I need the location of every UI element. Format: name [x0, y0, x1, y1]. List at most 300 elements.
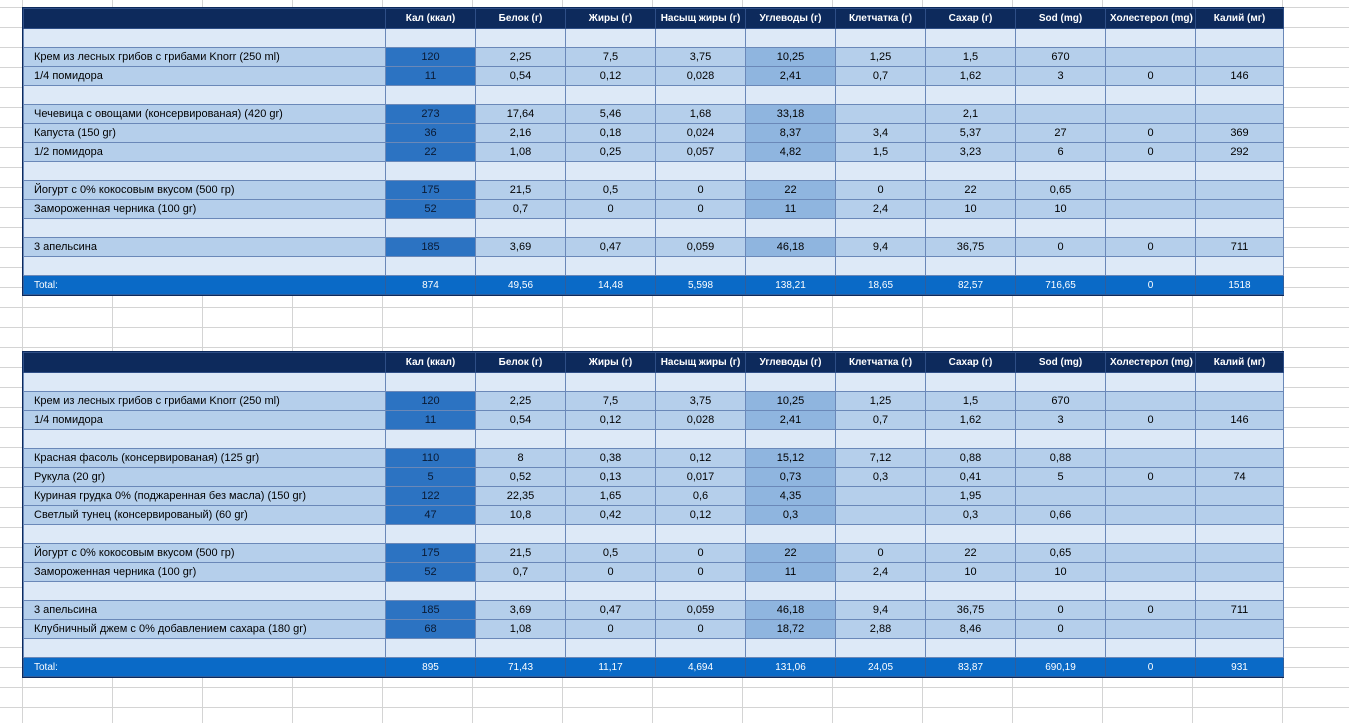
cell-kcal[interactable] [386, 525, 476, 544]
cell-name[interactable]: Йогурт с 0% кокосовым вкусом (500 гр) [24, 181, 386, 200]
cell-sugar[interactable] [926, 430, 1016, 449]
cell-fiber[interactable]: 9,4 [836, 601, 926, 620]
cell-name[interactable]: 1/4 помидора [24, 411, 386, 430]
cell-carb[interactable]: 8,37 [746, 124, 836, 143]
cell-potassium[interactable] [1196, 544, 1284, 563]
header-cell-potassium[interactable]: Калий (мг) [1196, 9, 1284, 29]
cell-name[interactable]: 1/4 помидора [24, 67, 386, 86]
cell-carb[interactable] [746, 525, 836, 544]
cell-carb[interactable]: 2,41 [746, 411, 836, 430]
cell-protein[interactable]: 10,8 [476, 506, 566, 525]
cell-name[interactable] [24, 86, 386, 105]
cell-protein[interactable] [476, 29, 566, 48]
cell-protein[interactable]: 21,5 [476, 544, 566, 563]
cell-name[interactable]: Чечевица с овощами (консервированая) (420 gr) [24, 105, 386, 124]
cell-sodium[interactable]: 27 [1016, 124, 1106, 143]
cell-potassium[interactable] [1196, 29, 1284, 48]
cell-kcal[interactable]: 120 [386, 48, 476, 67]
cell-fat[interactable]: 0,18 [566, 124, 656, 143]
cell-fat[interactable]: 7,5 [566, 48, 656, 67]
cell-carb[interactable]: 22 [746, 544, 836, 563]
cell-kcal[interactable]: 11 [386, 67, 476, 86]
header-cell-satfat[interactable]: Насыщ жиры (г) [656, 353, 746, 373]
cell-chol[interactable]: 0 [1106, 276, 1196, 295]
cell-fiber[interactable]: 0 [836, 181, 926, 200]
cell-name[interactable] [24, 29, 386, 48]
cell-name[interactable]: Total: [24, 658, 386, 677]
header-cell-kcal[interactable]: Кал (ккал) [386, 353, 476, 373]
cell-carb[interactable]: 10,25 [746, 392, 836, 411]
cell-sugar[interactable]: 1,62 [926, 411, 1016, 430]
cell-fat[interactable]: 0,38 [566, 449, 656, 468]
header-cell-protein[interactable]: Белок (г) [476, 9, 566, 29]
cell-protein[interactable]: 3,69 [476, 238, 566, 257]
cell-satfat[interactable] [656, 525, 746, 544]
cell-sugar[interactable]: 82,57 [926, 276, 1016, 295]
cell-potassium[interactable] [1196, 487, 1284, 506]
cell-name[interactable] [24, 430, 386, 449]
cell-fiber[interactable] [836, 29, 926, 48]
cell-sugar[interactable] [926, 162, 1016, 181]
cell-kcal[interactable]: 22 [386, 143, 476, 162]
cell-potassium[interactable]: 369 [1196, 124, 1284, 143]
cell-chol[interactable] [1106, 506, 1196, 525]
cell-kcal[interactable] [386, 373, 476, 392]
cell-fat[interactable] [566, 86, 656, 105]
cell-sodium[interactable]: 716,65 [1016, 276, 1106, 295]
cell-fiber[interactable] [836, 257, 926, 276]
cell-name[interactable]: Светлый тунец (консервированый) (60 gr) [24, 506, 386, 525]
cell-kcal[interactable]: 895 [386, 658, 476, 677]
cell-sodium[interactable]: 0,66 [1016, 506, 1106, 525]
cell-sugar[interactable] [926, 525, 1016, 544]
cell-potassium[interactable] [1196, 430, 1284, 449]
cell-name[interactable]: Замороженная черника (100 gr) [24, 563, 386, 582]
header-cell-fiber[interactable]: Клетчатка (г) [836, 9, 926, 29]
cell-fat[interactable] [566, 29, 656, 48]
cell-satfat[interactable]: 4,694 [656, 658, 746, 677]
cell-satfat[interactable] [656, 582, 746, 601]
cell-satfat[interactable]: 0 [656, 620, 746, 639]
cell-kcal[interactable]: 273 [386, 105, 476, 124]
cell-sugar[interactable]: 83,87 [926, 658, 1016, 677]
cell-fat[interactable]: 0,13 [566, 468, 656, 487]
cell-fiber[interactable]: 2,4 [836, 563, 926, 582]
cell-sodium[interactable] [1016, 219, 1106, 238]
cell-protein[interactable] [476, 257, 566, 276]
cell-potassium[interactable]: 146 [1196, 67, 1284, 86]
cell-sugar[interactable]: 1,5 [926, 392, 1016, 411]
cell-carb[interactable]: 2,41 [746, 67, 836, 86]
cell-protein[interactable]: 22,35 [476, 487, 566, 506]
cell-fat[interactable]: 7,5 [566, 392, 656, 411]
cell-name[interactable]: Красная фасоль (консервированая) (125 gr) [24, 449, 386, 468]
cell-fat[interactable]: 11,17 [566, 658, 656, 677]
cell-protein[interactable]: 8 [476, 449, 566, 468]
header-cell-protein[interactable]: Белок (г) [476, 353, 566, 373]
cell-fat[interactable]: 0,47 [566, 238, 656, 257]
cell-sugar[interactable]: 10 [926, 563, 1016, 582]
cell-protein[interactable]: 2,25 [476, 48, 566, 67]
cell-kcal[interactable]: 36 [386, 124, 476, 143]
cell-protein[interactable]: 49,56 [476, 276, 566, 295]
cell-potassium[interactable] [1196, 449, 1284, 468]
cell-fiber[interactable]: 9,4 [836, 238, 926, 257]
cell-potassium[interactable] [1196, 162, 1284, 181]
cell-potassium[interactable] [1196, 219, 1284, 238]
cell-chol[interactable] [1106, 430, 1196, 449]
cell-satfat[interactable] [656, 257, 746, 276]
cell-chol[interactable]: 0 [1106, 411, 1196, 430]
cell-kcal[interactable]: 874 [386, 276, 476, 295]
cell-satfat[interactable]: 0,059 [656, 601, 746, 620]
cell-kcal[interactable]: 11 [386, 411, 476, 430]
cell-name[interactable] [24, 639, 386, 658]
cell-sodium[interactable]: 6 [1016, 143, 1106, 162]
cell-kcal[interactable]: 175 [386, 544, 476, 563]
cell-name[interactable]: Йогурт с 0% кокосовым вкусом (500 гр) [24, 544, 386, 563]
cell-sodium[interactable]: 3 [1016, 411, 1106, 430]
cell-chol[interactable] [1106, 392, 1196, 411]
cell-fat[interactable]: 0 [566, 563, 656, 582]
cell-fiber[interactable]: 3,4 [836, 124, 926, 143]
cell-satfat[interactable]: 3,75 [656, 48, 746, 67]
cell-name[interactable]: Капуста (150 gr) [24, 124, 386, 143]
cell-carb[interactable]: 138,21 [746, 276, 836, 295]
cell-chol[interactable] [1106, 105, 1196, 124]
cell-sugar[interactable] [926, 582, 1016, 601]
header-cell-sodium[interactable]: Sod (mg) [1016, 353, 1106, 373]
cell-fiber[interactable] [836, 525, 926, 544]
cell-chol[interactable] [1106, 257, 1196, 276]
cell-protein[interactable]: 0,7 [476, 563, 566, 582]
header-cell-name[interactable] [24, 9, 386, 29]
cell-satfat[interactable]: 0,017 [656, 468, 746, 487]
cell-kcal[interactable] [386, 29, 476, 48]
cell-sugar[interactable] [926, 639, 1016, 658]
cell-satfat[interactable]: 0 [656, 544, 746, 563]
cell-chol[interactable] [1106, 544, 1196, 563]
cell-chol[interactable]: 0 [1106, 601, 1196, 620]
cell-kcal[interactable]: 110 [386, 449, 476, 468]
cell-chol[interactable]: 0 [1106, 238, 1196, 257]
cell-sugar[interactable] [926, 86, 1016, 105]
cell-carb[interactable] [746, 86, 836, 105]
cell-sugar[interactable]: 5,37 [926, 124, 1016, 143]
cell-sugar[interactable]: 0,3 [926, 506, 1016, 525]
cell-carb[interactable]: 0,3 [746, 506, 836, 525]
cell-potassium[interactable] [1196, 48, 1284, 67]
cell-sugar[interactable] [926, 257, 1016, 276]
header-cell-fat[interactable]: Жиры (г) [566, 353, 656, 373]
cell-chol[interactable]: 0 [1106, 143, 1196, 162]
cell-sugar[interactable] [926, 373, 1016, 392]
cell-satfat[interactable]: 0,057 [656, 143, 746, 162]
cell-protein[interactable]: 1,08 [476, 143, 566, 162]
header-cell-carb[interactable]: Углеводы (г) [746, 353, 836, 373]
cell-sugar[interactable]: 3,23 [926, 143, 1016, 162]
header-cell-fat[interactable]: Жиры (г) [566, 9, 656, 29]
cell-chol[interactable] [1106, 620, 1196, 639]
cell-kcal[interactable]: 185 [386, 238, 476, 257]
cell-protein[interactable] [476, 430, 566, 449]
cell-protein[interactable] [476, 639, 566, 658]
cell-protein[interactable]: 2,25 [476, 392, 566, 411]
cell-sodium[interactable] [1016, 105, 1106, 124]
cell-fat[interactable] [566, 582, 656, 601]
cell-carb[interactable] [746, 29, 836, 48]
cell-fat[interactable] [566, 430, 656, 449]
cell-fiber[interactable] [836, 506, 926, 525]
cell-kcal[interactable]: 5 [386, 468, 476, 487]
cell-chol[interactable] [1106, 219, 1196, 238]
cell-name[interactable]: Клубничный джем с 0% добавлением сахара (180 gr) [24, 620, 386, 639]
cell-sodium[interactable]: 0 [1016, 620, 1106, 639]
cell-fiber[interactable] [836, 373, 926, 392]
cell-sodium[interactable] [1016, 29, 1106, 48]
cell-sodium[interactable] [1016, 257, 1106, 276]
cell-protein[interactable] [476, 373, 566, 392]
cell-kcal[interactable] [386, 162, 476, 181]
cell-fat[interactable]: 0,5 [566, 181, 656, 200]
cell-carb[interactable]: 4,82 [746, 143, 836, 162]
cell-sodium[interactable] [1016, 86, 1106, 105]
cell-carb[interactable]: 0,73 [746, 468, 836, 487]
cell-fiber[interactable] [836, 219, 926, 238]
cell-carb[interactable]: 18,72 [746, 620, 836, 639]
cell-carb[interactable] [746, 219, 836, 238]
cell-sugar[interactable]: 36,75 [926, 238, 1016, 257]
cell-satfat[interactable]: 0 [656, 181, 746, 200]
cell-fat[interactable] [566, 373, 656, 392]
header-cell-sugar[interactable]: Сахар (г) [926, 353, 1016, 373]
cell-fiber[interactable]: 1,25 [836, 48, 926, 67]
header-cell-potassium[interactable]: Калий (мг) [1196, 353, 1284, 373]
cell-sodium[interactable]: 690,19 [1016, 658, 1106, 677]
cell-satfat[interactable]: 0,12 [656, 449, 746, 468]
cell-kcal[interactable] [386, 257, 476, 276]
cell-carb[interactable] [746, 582, 836, 601]
cell-kcal[interactable]: 47 [386, 506, 476, 525]
cell-kcal[interactable]: 52 [386, 563, 476, 582]
cell-chol[interactable] [1106, 449, 1196, 468]
cell-satfat[interactable]: 1,68 [656, 105, 746, 124]
cell-carb[interactable]: 22 [746, 181, 836, 200]
cell-potassium[interactable] [1196, 392, 1284, 411]
cell-potassium[interactable] [1196, 373, 1284, 392]
cell-sugar[interactable]: 1,5 [926, 48, 1016, 67]
cell-fiber[interactable] [836, 162, 926, 181]
cell-potassium[interactable] [1196, 257, 1284, 276]
cell-potassium[interactable] [1196, 181, 1284, 200]
cell-sodium[interactable]: 0 [1016, 601, 1106, 620]
cell-name[interactable]: Куриная грудка 0% (поджаренная без масла) (150 gr) [24, 487, 386, 506]
cell-potassium[interactable]: 931 [1196, 658, 1284, 677]
cell-sodium[interactable]: 0,65 [1016, 181, 1106, 200]
cell-potassium[interactable] [1196, 506, 1284, 525]
cell-potassium[interactable] [1196, 525, 1284, 544]
cell-protein[interactable]: 17,64 [476, 105, 566, 124]
cell-carb[interactable] [746, 257, 836, 276]
cell-fat[interactable] [566, 525, 656, 544]
cell-name[interactable]: Замороженная черника (100 gr) [24, 200, 386, 219]
cell-sodium[interactable]: 0,88 [1016, 449, 1106, 468]
cell-fiber[interactable] [836, 582, 926, 601]
cell-potassium[interactable]: 711 [1196, 238, 1284, 257]
cell-fiber[interactable]: 0,3 [836, 468, 926, 487]
cell-sugar[interactable]: 22 [926, 544, 1016, 563]
cell-fat[interactable]: 5,46 [566, 105, 656, 124]
cell-potassium[interactable] [1196, 86, 1284, 105]
cell-potassium[interactable]: 1518 [1196, 276, 1284, 295]
cell-potassium[interactable]: 146 [1196, 411, 1284, 430]
cell-potassium[interactable] [1196, 105, 1284, 124]
cell-potassium[interactable]: 74 [1196, 468, 1284, 487]
cell-satfat[interactable] [656, 86, 746, 105]
cell-chol[interactable] [1106, 200, 1196, 219]
cell-carb[interactable]: 15,12 [746, 449, 836, 468]
cell-protein[interactable]: 0,7 [476, 200, 566, 219]
cell-potassium[interactable] [1196, 582, 1284, 601]
cell-sodium[interactable] [1016, 639, 1106, 658]
cell-sugar[interactable]: 10 [926, 200, 1016, 219]
cell-fat[interactable]: 0 [566, 200, 656, 219]
cell-satfat[interactable] [656, 162, 746, 181]
cell-sugar[interactable] [926, 29, 1016, 48]
cell-sodium[interactable]: 10 [1016, 200, 1106, 219]
cell-fiber[interactable]: 0 [836, 544, 926, 563]
cell-carb[interactable] [746, 373, 836, 392]
cell-satfat[interactable] [656, 29, 746, 48]
cell-name[interactable] [24, 582, 386, 601]
cell-fiber[interactable]: 0,7 [836, 67, 926, 86]
cell-kcal[interactable]: 68 [386, 620, 476, 639]
cell-satfat[interactable] [656, 639, 746, 658]
cell-protein[interactable] [476, 525, 566, 544]
cell-fiber[interactable] [836, 639, 926, 658]
cell-fat[interactable]: 0 [566, 620, 656, 639]
cell-name[interactable]: 1/2 помидора [24, 143, 386, 162]
cell-carb[interactable] [746, 430, 836, 449]
cell-chol[interactable] [1106, 563, 1196, 582]
cell-fiber[interactable] [836, 86, 926, 105]
header-cell-sodium[interactable]: Sod (mg) [1016, 9, 1106, 29]
cell-protein[interactable]: 1,08 [476, 620, 566, 639]
cell-name[interactable] [24, 373, 386, 392]
cell-name[interactable] [24, 257, 386, 276]
cell-kcal[interactable]: 175 [386, 181, 476, 200]
cell-name[interactable] [24, 525, 386, 544]
cell-chol[interactable] [1106, 86, 1196, 105]
cell-sodium[interactable]: 670 [1016, 392, 1106, 411]
cell-carb[interactable]: 11 [746, 563, 836, 582]
cell-sodium[interactable] [1016, 373, 1106, 392]
cell-sodium[interactable]: 10 [1016, 563, 1106, 582]
cell-sodium[interactable]: 0,65 [1016, 544, 1106, 563]
cell-fat[interactable]: 0,5 [566, 544, 656, 563]
cell-protein[interactable] [476, 86, 566, 105]
cell-protein[interactable]: 3,69 [476, 601, 566, 620]
cell-name[interactable]: Крем из лесных грибов с грибами Knorr (250 ml) [24, 392, 386, 411]
cell-carb[interactable]: 10,25 [746, 48, 836, 67]
header-cell-fiber[interactable]: Клетчатка (г) [836, 353, 926, 373]
cell-sodium[interactable] [1016, 162, 1106, 181]
cell-sugar[interactable]: 1,95 [926, 487, 1016, 506]
cell-fiber[interactable]: 24,05 [836, 658, 926, 677]
cell-protein[interactable]: 0,54 [476, 67, 566, 86]
header-cell-chol[interactable]: Холестерол (mg) [1106, 353, 1196, 373]
cell-fiber[interactable]: 1,5 [836, 143, 926, 162]
cell-fat[interactable]: 0,25 [566, 143, 656, 162]
cell-satfat[interactable]: 0,024 [656, 124, 746, 143]
cell-sodium[interactable]: 3 [1016, 67, 1106, 86]
cell-kcal[interactable]: 120 [386, 392, 476, 411]
cell-sugar[interactable]: 36,75 [926, 601, 1016, 620]
cell-satfat[interactable]: 0,028 [656, 411, 746, 430]
cell-potassium[interactable] [1196, 620, 1284, 639]
cell-chol[interactable]: 0 [1106, 658, 1196, 677]
cell-carb[interactable] [746, 639, 836, 658]
cell-potassium[interactable] [1196, 200, 1284, 219]
cell-carb[interactable]: 46,18 [746, 238, 836, 257]
cell-chol[interactable] [1106, 487, 1196, 506]
cell-carb[interactable]: 4,35 [746, 487, 836, 506]
cell-fat[interactable]: 0,12 [566, 411, 656, 430]
cell-protein[interactable] [476, 162, 566, 181]
cell-carb[interactable]: 131,06 [746, 658, 836, 677]
cell-potassium[interactable] [1196, 563, 1284, 582]
cell-kcal[interactable] [386, 639, 476, 658]
cell-fiber[interactable]: 0,7 [836, 411, 926, 430]
cell-kcal[interactable]: 52 [386, 200, 476, 219]
cell-fat[interactable] [566, 162, 656, 181]
cell-protein[interactable]: 71,43 [476, 658, 566, 677]
cell-fiber[interactable] [836, 105, 926, 124]
cell-sugar[interactable]: 0,41 [926, 468, 1016, 487]
cell-name[interactable]: 3 апельсина [24, 238, 386, 257]
cell-name[interactable]: Крем из лесных грибов с грибами Knorr (250 ml) [24, 48, 386, 67]
cell-name[interactable]: Total: [24, 276, 386, 295]
cell-potassium[interactable]: 292 [1196, 143, 1284, 162]
cell-satfat[interactable]: 0,12 [656, 506, 746, 525]
cell-protein[interactable] [476, 219, 566, 238]
cell-sugar[interactable]: 8,46 [926, 620, 1016, 639]
cell-name[interactable] [24, 162, 386, 181]
cell-kcal[interactable] [386, 86, 476, 105]
cell-carb[interactable]: 11 [746, 200, 836, 219]
cell-protein[interactable]: 2,16 [476, 124, 566, 143]
cell-protein[interactable] [476, 582, 566, 601]
cell-satfat[interactable]: 5,598 [656, 276, 746, 295]
header-cell-kcal[interactable]: Кал (ккал) [386, 9, 476, 29]
cell-chol[interactable] [1106, 639, 1196, 658]
cell-fat[interactable] [566, 257, 656, 276]
cell-carb[interactable]: 33,18 [746, 105, 836, 124]
cell-sodium[interactable] [1016, 487, 1106, 506]
cell-potassium[interactable] [1196, 639, 1284, 658]
cell-protein[interactable]: 21,5 [476, 181, 566, 200]
cell-fat[interactable]: 0,47 [566, 601, 656, 620]
cell-name[interactable]: Рукула (20 gr) [24, 468, 386, 487]
cell-sugar[interactable]: 22 [926, 181, 1016, 200]
cell-chol[interactable] [1106, 582, 1196, 601]
cell-fat[interactable]: 14,48 [566, 276, 656, 295]
cell-fiber[interactable]: 2,4 [836, 200, 926, 219]
cell-chol[interactable] [1106, 373, 1196, 392]
cell-sugar[interactable]: 1,62 [926, 67, 1016, 86]
cell-kcal[interactable]: 122 [386, 487, 476, 506]
cell-chol[interactable] [1106, 29, 1196, 48]
